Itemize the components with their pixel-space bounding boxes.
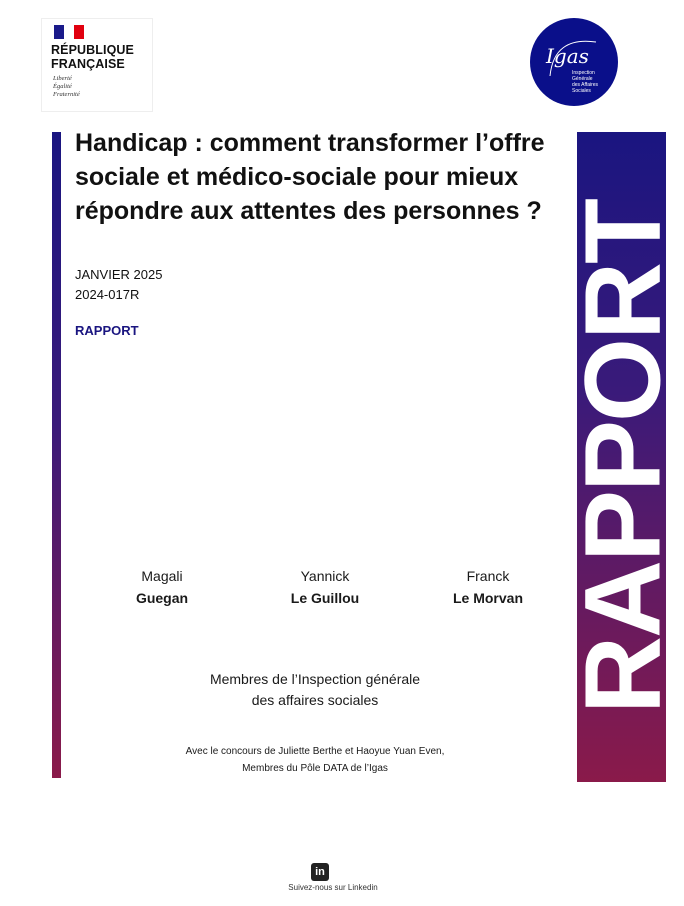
members-note: Membres de l’Inspection générale des affaires sociales [209,671,421,708]
side-band-text: RAPPORT [561,199,682,715]
republique-francaise-title: RÉPUBLIQUE FRANÇAISE [51,43,134,71]
author-last-name: Le Guillou [290,590,360,606]
author-3 [418,565,558,609]
report-kind: RAPPORT [75,323,139,338]
author-2 [255,565,395,609]
author-last-name: Le Morvan [452,590,523,606]
author-first-name: Franck [466,568,510,584]
author-first-name: Magali [141,568,183,584]
igas-wordmark: Igas [546,44,589,68]
igas-subtitle: Inspection Générale des Affaires Sociales [572,70,599,94]
french-flag-icon [54,25,84,39]
author-last-name: Guegan [135,590,189,606]
report-reference: 2024-017R [75,287,140,302]
author-first-name: Yannick [300,568,350,584]
republique-francaise-logo [42,19,152,111]
rapport-side-band [561,132,682,782]
author-1 [92,565,232,609]
linkedin-icon[interactable]: in [311,863,329,881]
report-title: Handicap : comment transformer l’offre sociale et médico-sociale pour mieux répondre aux attentes des personnes ? [75,129,545,225]
republique-motto: Liberté Égalité Fraternité [53,75,80,98]
linkedin-follow-text[interactable]: Suivez-nous sur Linkedin [288,883,378,892]
contribution-note: Avec le concours de Juliette Berthe et Haoyue Yuan Even, Membres du Pôle DATA de l’Igas [185,746,445,774]
left-accent-bar [52,132,61,778]
report-date: JANVIER 2025 [75,267,163,282]
igas-logo [530,18,618,106]
